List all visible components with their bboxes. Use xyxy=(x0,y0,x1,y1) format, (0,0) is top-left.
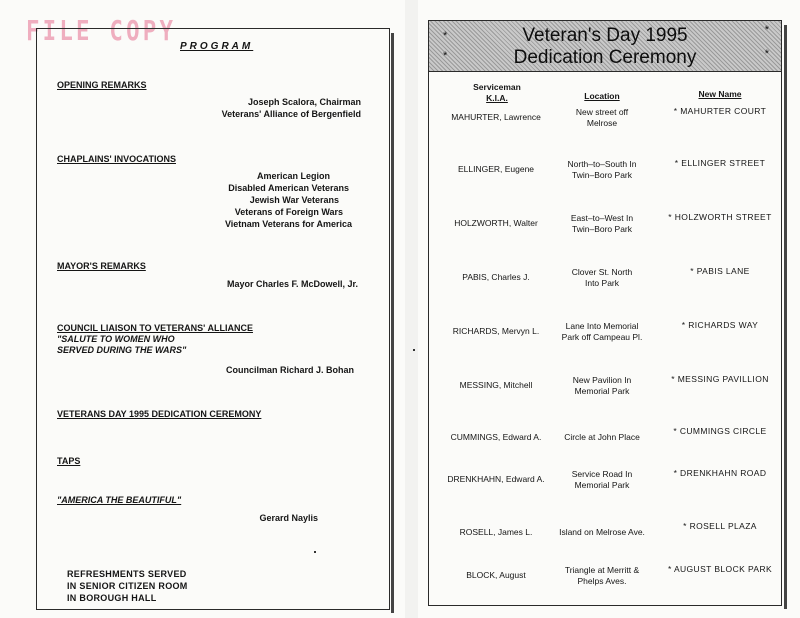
mayor-speaker xyxy=(98,278,358,290)
serviceman-name: ROSELL, James L. xyxy=(459,527,533,537)
mayor-section xyxy=(57,260,146,272)
refreshments-line: REFRESHMENTS SERVED xyxy=(67,569,187,579)
new-name-cell: * ROSELL PLAZA xyxy=(683,521,757,531)
new-name-cell: * PABIS LANE xyxy=(690,266,750,276)
star-icon: * xyxy=(443,50,448,62)
new-name-column-header xyxy=(664,89,776,100)
ceremony-title-line1: Veteran's Day 1995 xyxy=(522,25,688,46)
dedication-heading: VETERANS DAY 1995 DEDICATION CEREMONY xyxy=(57,409,262,419)
speaker-line: Mayor Charles F. McDowell, Jr. xyxy=(226,279,358,289)
chaplains-list xyxy=(92,170,352,230)
location-cell xyxy=(556,321,648,343)
performer-line: Gerard Naylis xyxy=(259,513,318,523)
location-cell xyxy=(556,159,648,181)
america-performer xyxy=(118,512,318,524)
location-line: New Pavilion In xyxy=(572,375,632,385)
location-header: Location xyxy=(584,91,620,101)
star-icon: * xyxy=(443,30,448,42)
location-line: Lane Into Memorial xyxy=(565,321,639,331)
location-line: Twin–Boro Park xyxy=(572,170,632,180)
org-line: Jewish War Veterans xyxy=(249,195,339,205)
taps-heading: TAPS xyxy=(57,456,81,466)
mayor-heading: MAYOR'S REMARKS xyxy=(57,261,146,271)
ceremony-banner xyxy=(429,21,781,72)
star-icon: * xyxy=(764,24,769,36)
chaplains-section xyxy=(57,153,176,165)
new-name-cell: * MAHURTER COURT xyxy=(673,106,767,116)
council-heading: COUNCIL LIAISON TO VETERANS' ALLIANCE xyxy=(57,323,253,333)
org-line: Disabled American Veterans xyxy=(228,183,349,193)
location-line: Memorial Park xyxy=(574,386,630,396)
location-line: East–to–West In xyxy=(570,213,634,223)
serviceman-name: BLOCK, August xyxy=(466,570,526,580)
location-cell xyxy=(556,527,648,538)
location-line: Service Road In xyxy=(571,469,633,479)
serviceman-name: RICHARDS, Mervyn L. xyxy=(452,326,540,336)
new-name-cell: * HOLZWORTH STREET xyxy=(668,212,772,222)
new-name-header: New Name xyxy=(698,89,742,99)
new-name-cell: * RICHARDS WAY xyxy=(681,320,759,330)
serviceman-name: PABIS, Charles J. xyxy=(462,272,530,282)
council-subtitle-1: "SALUTE TO WOMEN WHO xyxy=(57,334,175,344)
star-icon: * xyxy=(764,48,769,60)
location-line: Park off Campeau Pl. xyxy=(561,332,643,342)
location-line: Island on Melrose Ave. xyxy=(559,527,645,537)
location-column-header xyxy=(556,91,648,102)
location-cell xyxy=(556,565,648,587)
ceremony-title-line2: Dedication Ceremony xyxy=(513,47,697,68)
serviceman-name: MESSING, Mitchell xyxy=(459,380,533,390)
chaplains-heading: CHAPLAINS' INVOCATIONS xyxy=(57,154,176,164)
serviceman-header-line: Serviceman xyxy=(473,82,521,92)
serviceman-name: MAHURTER, Lawrence xyxy=(451,112,541,122)
location-line: Melrose xyxy=(586,118,618,128)
serviceman-name: HOLZWORTH, Walter xyxy=(454,218,538,228)
new-name-cell: * DRENKHAHN ROAD xyxy=(673,468,767,478)
america-heading: "AMERICA THE BEAUTIFUL" xyxy=(57,495,182,505)
location-line: Phelps Aves. xyxy=(577,576,627,586)
dedication-section xyxy=(57,408,261,420)
new-name-cell: * AUGUST BLOCK PARK xyxy=(667,564,773,574)
program-title: PROGRAM xyxy=(180,41,254,52)
ceremony-page xyxy=(418,0,800,618)
refreshments-line: IN BOROUGH HALL xyxy=(67,593,157,603)
location-cell xyxy=(556,107,648,129)
america-section xyxy=(57,494,181,506)
serviceman-name: DRENKHAHN, Edward A. xyxy=(447,474,545,484)
council-section xyxy=(57,322,253,356)
location-cell xyxy=(556,432,648,443)
location-line: Circle at John Place xyxy=(564,432,640,442)
council-subtitle-2: SERVED DURING THE WARS" xyxy=(57,345,187,355)
new-name-cell: * ELLINGER STREET xyxy=(674,158,766,168)
location-line: Twin–Boro Park xyxy=(572,224,632,234)
taps-section xyxy=(57,455,80,467)
location-cell xyxy=(556,375,648,397)
org-line: Veterans of Foreign Wars xyxy=(234,207,343,217)
speaker-line: Joseph Scalora, Chairman xyxy=(247,97,361,107)
location-line: Memorial Park xyxy=(574,480,630,490)
file-copy-stamp: FILE COPY xyxy=(26,14,177,47)
new-name-cell: * CUMMINGS CIRCLE xyxy=(673,426,767,436)
new-name-cell: * MESSING PAVILLION xyxy=(671,374,769,384)
opening-remarks-heading: OPENING REMARKS xyxy=(57,80,147,90)
location-cell xyxy=(556,469,648,491)
refreshments-note xyxy=(67,568,188,604)
opening-remarks-speakers xyxy=(101,96,361,120)
serviceman-column-header xyxy=(442,82,552,104)
location-line: Clover St. North xyxy=(571,267,633,277)
serviceman-name: CUMMINGS, Edward A. xyxy=(450,432,542,442)
location-line: New street off xyxy=(575,107,629,117)
location-line: Triangle at Merritt & xyxy=(564,565,640,575)
refreshments-line: IN SENIOR CITIZEN ROOM xyxy=(67,581,188,591)
serviceman-name: ELLINGER, Eugene xyxy=(457,164,535,174)
council-speaker xyxy=(94,364,354,376)
org-line: American Legion xyxy=(256,171,330,181)
opening-remarks-section xyxy=(57,79,147,91)
speaker-line: Councilman Richard J. Bohan xyxy=(225,365,354,375)
org-line: Vietnam Veterans for America xyxy=(224,219,352,229)
speaker-line: Veterans' Alliance of Bergenfield xyxy=(221,109,361,119)
location-line: North–to–South In xyxy=(567,159,637,169)
location-line: Into Park xyxy=(584,278,620,288)
location-cell xyxy=(556,213,648,235)
kia-header-line: K.I.A. xyxy=(486,93,508,103)
location-cell xyxy=(556,267,648,289)
